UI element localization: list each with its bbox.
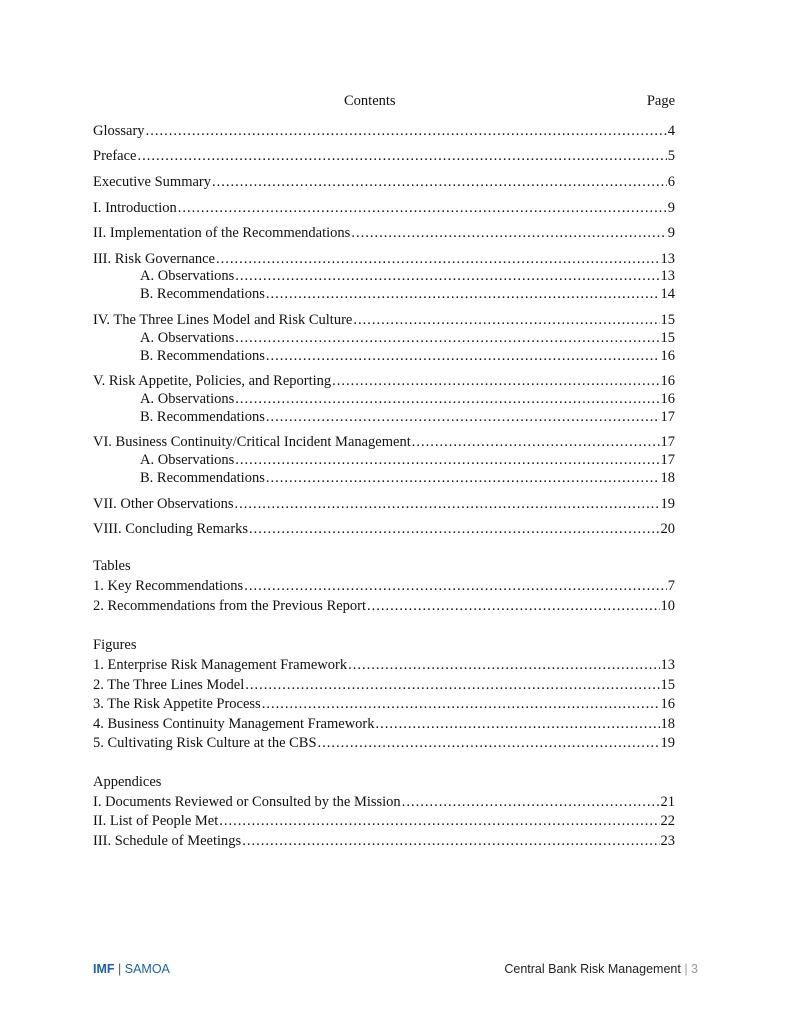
footer-separator: |	[684, 962, 688, 976]
contents-title: Contents	[344, 93, 396, 109]
toc-subentry-recommendations[interactable]: B. Recommendations ..... 14	[140, 285, 675, 303]
toc-entry-concluding-remarks[interactable]: VIII. Concluding Remarks ..... 20	[93, 520, 675, 538]
footer-brand	[93, 962, 170, 976]
page-footer	[93, 962, 698, 980]
toc-entry-preface[interactable]: Preface ..... 5	[93, 147, 675, 165]
footer-doc-title: Central Bank Risk Management	[504, 962, 681, 976]
toc-entry-other-observations[interactable]: VII. Other Observations ..... 19	[93, 495, 675, 513]
toc-subentry-observations[interactable]: A. Observations ..... 16	[140, 390, 675, 408]
toc-subentry-recommendations[interactable]: B. Recommendations ..... 18	[140, 469, 675, 487]
toc-subentry-observations[interactable]: A. Observations ..... 17	[140, 451, 675, 469]
toc-entry-risk-governance[interactable]: III. Risk Governance ..... 13	[93, 250, 675, 268]
table-entry[interactable]: 2. Recommendations from the Previous Report ..... 10	[93, 597, 675, 615]
toc-entry-glossary[interactable]: Glossary ..... 4	[93, 122, 675, 140]
appendix-entry[interactable]: III. Schedule of Meetings ..... 23	[93, 832, 675, 850]
toc-subentry-observations[interactable]: A. Observations ..... 15	[140, 329, 675, 347]
footer-country: SAMOA	[124, 962, 170, 976]
toc-entry-introduction[interactable]: I. Introduction ..... 9	[93, 199, 675, 217]
figure-entry[interactable]: 3. The Risk Appetite Process ..... 16	[93, 695, 675, 713]
toc-entry-three-lines-model[interactable]: IV. The Three Lines Model and Risk Culture ..... 15	[93, 311, 675, 329]
footer-doc-info	[504, 962, 698, 976]
figure-entry[interactable]: 4. Business Continuity Management Framework ..... 18	[93, 715, 675, 733]
figure-entry[interactable]: 2. The Three Lines Model ..... 15	[93, 676, 675, 694]
page-column-label: Page	[646, 93, 675, 109]
toc-subentry-observations[interactable]: A. Observations ..... 13	[140, 267, 675, 285]
toc-entry-business-continuity[interactable]: VI. Business Continuity/Critical Incident Management ..... 17	[93, 433, 675, 451]
toc-header	[93, 93, 675, 113]
appendices-heading: Appendices	[93, 774, 162, 790]
footer-separator: |	[118, 962, 122, 976]
appendix-entry[interactable]: II. List of People Met ..... 22	[93, 812, 675, 830]
figure-entry[interactable]: 5. Cultivating Risk Culture at the CBS ..... 19	[93, 734, 675, 752]
toc-subentry-recommendations[interactable]: B. Recommendations ..... 16	[140, 347, 675, 365]
tables-heading: Tables	[93, 558, 131, 574]
toc-entry-executive-summary[interactable]: Executive Summary ..... 6	[93, 173, 675, 191]
toc-entry-risk-appetite[interactable]: V. Risk Appetite, Policies, and Reporting ..... 16	[93, 372, 675, 390]
figures-heading: Figures	[93, 637, 137, 653]
imf-brand: IMF	[93, 962, 115, 976]
table-entry[interactable]: 1. Key Recommendations ..... 7	[93, 577, 675, 595]
appendix-entry[interactable]: I. Documents Reviewed or Consulted by the Mission ..... 21	[93, 793, 675, 811]
footer-page-number: 3	[691, 962, 698, 976]
toc-subentry-recommendations[interactable]: B. Recommendations ..... 17	[140, 408, 675, 426]
figure-entry[interactable]: 1. Enterprise Risk Management Framework ..... 13	[93, 656, 675, 674]
toc-entry-implementation[interactable]: II. Implementation of the Recommendations ..... 9	[93, 224, 675, 242]
